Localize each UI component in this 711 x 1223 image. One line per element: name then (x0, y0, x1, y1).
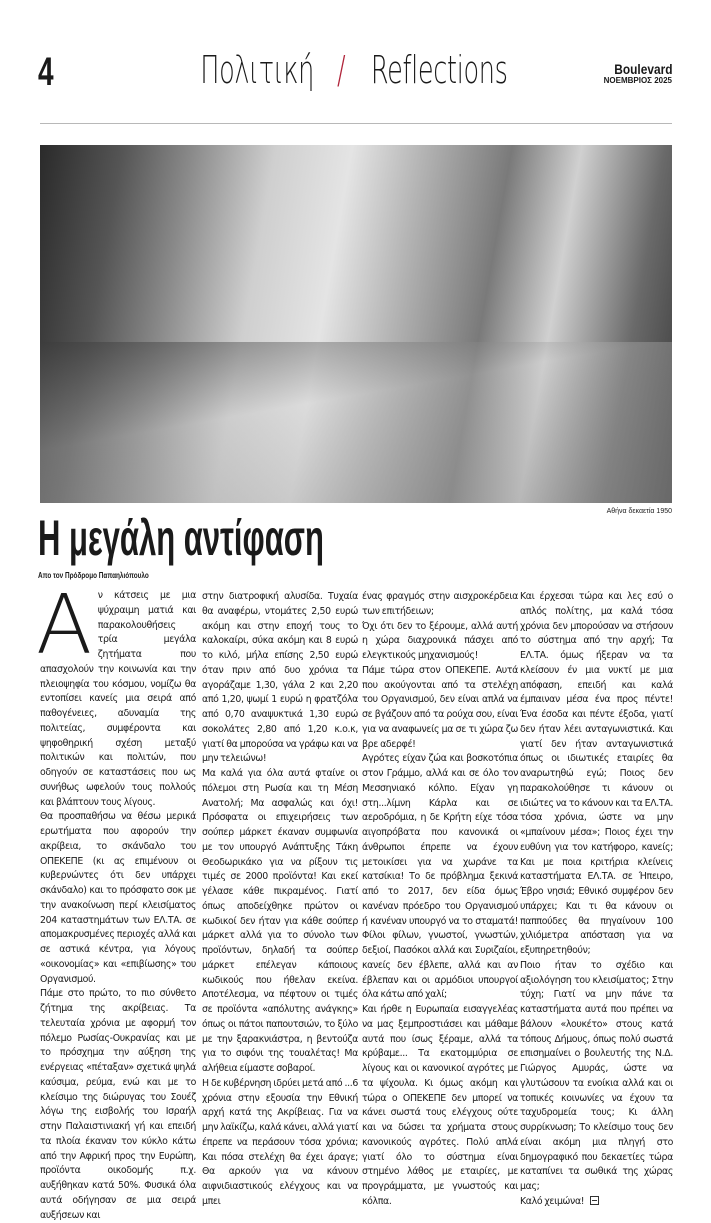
paragraph: στην διατροφική αλυσίδα. Τυχαία θα αναφέρω, ντομάτες 2,50 ευρώ ακόμη και στην εποχή τους το καλοκαίρι, σύκα ακόμη και 8 ευρώ το κιλό, μήλα επίσης 2,50 ευρώ όταν πριν από δυο χρόνια τα αγοράζαμε 1,30, γάλα 2 και 2,20 από 1,20, ψωμί 1 ευρώ η φρατζόλα από 0,70 αναψυκτικά 1,30 ευρώ σοκολάτες 2,80 από 1,20 κ.ο.κ, γιατί θα μπορούσα να γράφω και να μην τελειώνω! (202, 591, 358, 765)
paragraph: Η δε κυβέρνηση ιδρύει μετά από ...6 χρόνια στην εξουσία την Εθνική αρχή κατά της Ακρίβειας. Για να μην λαϊκίζω, καλά κάνει, αλλά γιατί έπρεπε να περάσουν τόσα χρόνια; Και πόσα στελέχη θα έχει άραγε; Θα αρκούν για να κάνουν αιφνιδιαστικούς ελέγχους και να μπει (202, 1077, 358, 1207)
brand-name: Boulevard (613, 61, 672, 77)
paragraph: Πάμε στο πρώτο, το πιο σύνθετο ζήτημα της ακρίβειας. Τα τελευταία χρόνια με αφορμή τον πόλεμο Ρωσίας-Ουκρανίας και με το πρόσχημα την αύξηση της ενέργειας «πέταξαν» σχετικά ψηλά καύσιμα, ρεύμα, ενώ και με το κλείσιμο της διώρυγας του Σουέζ λόγω της εισβολής του Ισραήλ στην Παλαιστινιακή γή και επειδή τα πλοία έκαναν τον κύκλο κάτω από την Αφρική προς την Ευρώπη, προϊόντα οικοδομής π.χ. αυξήθηκαν κατά 50%. Φυσικά όλα αυτά οδήγησαν σε μια σειρά αυξήσεων και (40, 988, 196, 1221)
section-name: Πολιτική (200, 48, 315, 92)
article-headline: Η μεγάλη αντίφαση (38, 510, 324, 566)
section-separator: / (337, 48, 346, 92)
issue-date: ΝΟΕΜΒΡΙΟΣ 2025 (603, 76, 672, 85)
article-column-4 (520, 590, 673, 1210)
page-number: 4 (38, 50, 54, 94)
paragraph: Πάμε τώρα στον ΟΠΕΚΕΠΕ. Αυτά που ακούγονται από τα στελέχη του Οργανισμού, δεν είναι απλά να σε βγάζουν από τα ρούχα σου, είναι για να αναφωνείς μα σε τι χώρα ζω βρε αδερφέ! (362, 664, 518, 750)
closing-text: Καλό χειμώνα! (520, 1195, 585, 1207)
article-column-3 (362, 590, 518, 1210)
paragraph: Ποιο ήταν το σχέδιο και αξιολόγηση του κλεισίματος; Στην τύχη; Γιατί να μην πάνε τα καταστήματα αυτά που πρέπει να βάλουν «λουκέτο» στους κατά τόπους Δήμους, όπως πολύ σωστά επισημαίνει ο βουλευτής της Ν.Δ. Γιώργος Αμυράς, ώστε να γλυτώσουν τα ενοίκια αλλά και οι τοπικές κοινωνίες να έχουν τα ταχυδρομεία τους; Κι άλλη συρρίκνωση; Το κλείσιμο τους δεν είναι ακόμη μια πληγή στο δημογραφικό που δεκαετίες τώρα καταπίνει τα σωθικά της χώρας μας; (520, 959, 673, 1192)
paragraph: ένας φραγμός στην αισχροκέρδεια των επιτήδειων; (362, 591, 518, 617)
end-of-article-icon (590, 1196, 599, 1205)
article-byline: Απο τον Πρόδρομο Παπαηλιόπουλο (38, 571, 149, 580)
paragraph: Όχι ότι δεν το ξέρουμε, αλλά αυτή η χώρα διαχρονικά πάσχει από ελεγκτικούς μηχανισμούς! (362, 620, 518, 661)
section-name-en: Reflections (371, 48, 508, 92)
masthead (604, 62, 672, 86)
paragraph: ν κάτσεις με μια ψύχραιμη ματιά και παρακολουθήσεις τρία μεγάλα ζητήματα που απασχολούν την κοινωνία και την πλειοψηφία του κόσμου, νομίζω θα εντοπίσει κανείς μια σειρά από παθογένειες, αδυναμία της πολιτείας, συμφέροντα και ψηφοθηρική σχέση μεταξύ πολιτικών και πολιτών, που οδηγούν σε καταστάσεις που ως συνήθως ωφελούν τους πολλούς και βλάπτουν τους λίγους. (40, 590, 196, 808)
article-photo (40, 145, 672, 503)
paragraph: Και έρχεσαι τώρα και λες εσύ ο απλός πολίτης, μα καλά τόσα χρόνια δεν μπορούσαν να στήσουν το σύστημα από την αρχή; Τα ΕΛ.ΤΑ. όμως ήξεραν να τα κλείσουν έν μια νυκτί με μια απόφαση, επειδή και καλά έμπαιναν μέσα ένα προς πέντε! Ένα έσοδα και πέντε έξοδα, γιατί δεν ήταν λέει ανταγωνιστικά. Και γιατί δεν ήταν ανταγωνιστικά όπως οι ιδιωτικές εταιρίες θα αναρωτηθώ εγώ; Ποιος δεν παρακολούθησε τι κάνουν οι ιδιώτες να το κάνουν και τα ΕΛ.ΤΑ. τόσα χρόνια, ώστε να μην «μπαίνουν μέσα»; Ποιος έχει την ευθύνη για τον κατήφορο, κανείς; Και με ποια κριτήρια κλείνεις καταστήματα ΕΛ.ΤΑ. σε Ήπειρο, Έβρο νησιά; Εθνικό συμφέρον δεν υπάρχει; Και τι θα κάνουν οι παππούδες θα πηγαίνουν 100 χιλιόμετρα απόσταση για να εξυπηρετηθούν; (520, 591, 673, 956)
paragraph: Θα προσπαθήσω να θέσω μερικά ερωτήματα που αφορούν την ακρίβεια, το σκάνδαλο του ΟΠΕΚΕΠΕ (κι ας επιμένουν οι κυβερνώντες ότι δεν υπάρχει σκάνδαλο) και το πρόσφατο σοκ με την ανακοίνωση περί κλεισίματος 204 καταστημάτων των ΕΛ.ΤΑ. σε απομακρυσμένες περιοχές αλλά και σε αστικά κέντρα, για λόγους «οικονομίας» και «επιβίωσης» του Οργανισμού. (40, 811, 196, 985)
photo-caption: Αθήνα δεκαετία 1950 (606, 508, 672, 515)
article-column-2 (202, 590, 358, 1210)
closing-paragraph (520, 1195, 673, 1210)
paragraph: Και ήρθε η Ευρωπαία εισαγγελέας να μας ξεμπροστιάσει και μάθαμε αυτά που ίσως ξέραμε, αλλά τα κρύβαμε... Τα εκατομμύρια σε λίγους και οι κανονικοί αγρότες με τα ψίχουλα. Κι όμως ακόμη και τώρα ο ΟΠΕΚΕΠΕ δεν μπορεί να κάνει σωστά τους ελέγχους ούτε και να δώσει τα χρήματα στους κανονικούς αγρότες. Πολύ απλά γιατί όλο το σύστημα είναι στημένο λάθος με εταιρίες, με προγράμματα, με γνωστούς και κόλπα. (362, 1004, 518, 1207)
header-divider (40, 123, 672, 124)
paragraph: Αγρότες είχαν ζώα και βοσκοτόπια στον Γράμμο, αλλά και σε όλο τον Μεσσηνιακό κόλπο. Είχαν γη στη...λίμνη Κάρλα και σε αεροδρόμια, η δε Κρήτη είχε τόσα αιγοπρόβατα που κανονικά οι άνθρωποι έπρεπε να έχουν μετοικίσει για να χωράνε τα κατσίκια! Το δε πρόβλημα ξεκινά από το 2017, δεν είδα όμως κανέναν πρόεδρο του Οργανισμού ή κανέναν υπουργό να το σταματά! Φίλοι φίλων, γνωστοί, γνωστών, δεξιοί, Πασόκοι αλλά και Συριζαίοι, κανείς δεν έβλεπε, αλλά και αν έβλεπαν και οι αρμόδιοι υπουργοί όλα κάτω από χαλί; (362, 753, 518, 1001)
drop-cap: Α (36, 578, 92, 673)
paragraph: Μα καλά για όλα αυτά φταίνε οι πόλεμοι στη Ρωσία και τη Μέση Ανατολή; Μα ασφαλώς και όχι! Πρόσφατα οι επιχειρήσεις των σούπερ μάρκετ έκαναν συμφωνία με τον υπουργό Ανάπτυξης Τάκη Θεοδωρικάκο για να ρίξουν τις τιμές σε 2000 προϊόντα! Και εκεί γέλασε κάθε πικραμένος. Γιατί όπως αποδείχθηκε πρώτον οι κωδικοί δεν ήταν για κάθε σούπερ μάρκετ αλλά για το σύνολο των προϊόντων, δηλαδή τα σούπερ μάρκετ επέλεγαν κάποιους κωδικούς που ήθελαν εκείνα. Αποτέλεσμα, να πέφτουν οι τιμές σε προϊόντα «απόλυτης ανάγκης» όπως οι πάτοι παπουτσιών, το ξύλο με την ξαρακνιάστρα, η βεντούζα για το σιφόνι της τουαλέτας! Μα αλήθεια είμαστε σοβαροί. (202, 768, 358, 1074)
article-column-1 (36, 578, 196, 1223)
